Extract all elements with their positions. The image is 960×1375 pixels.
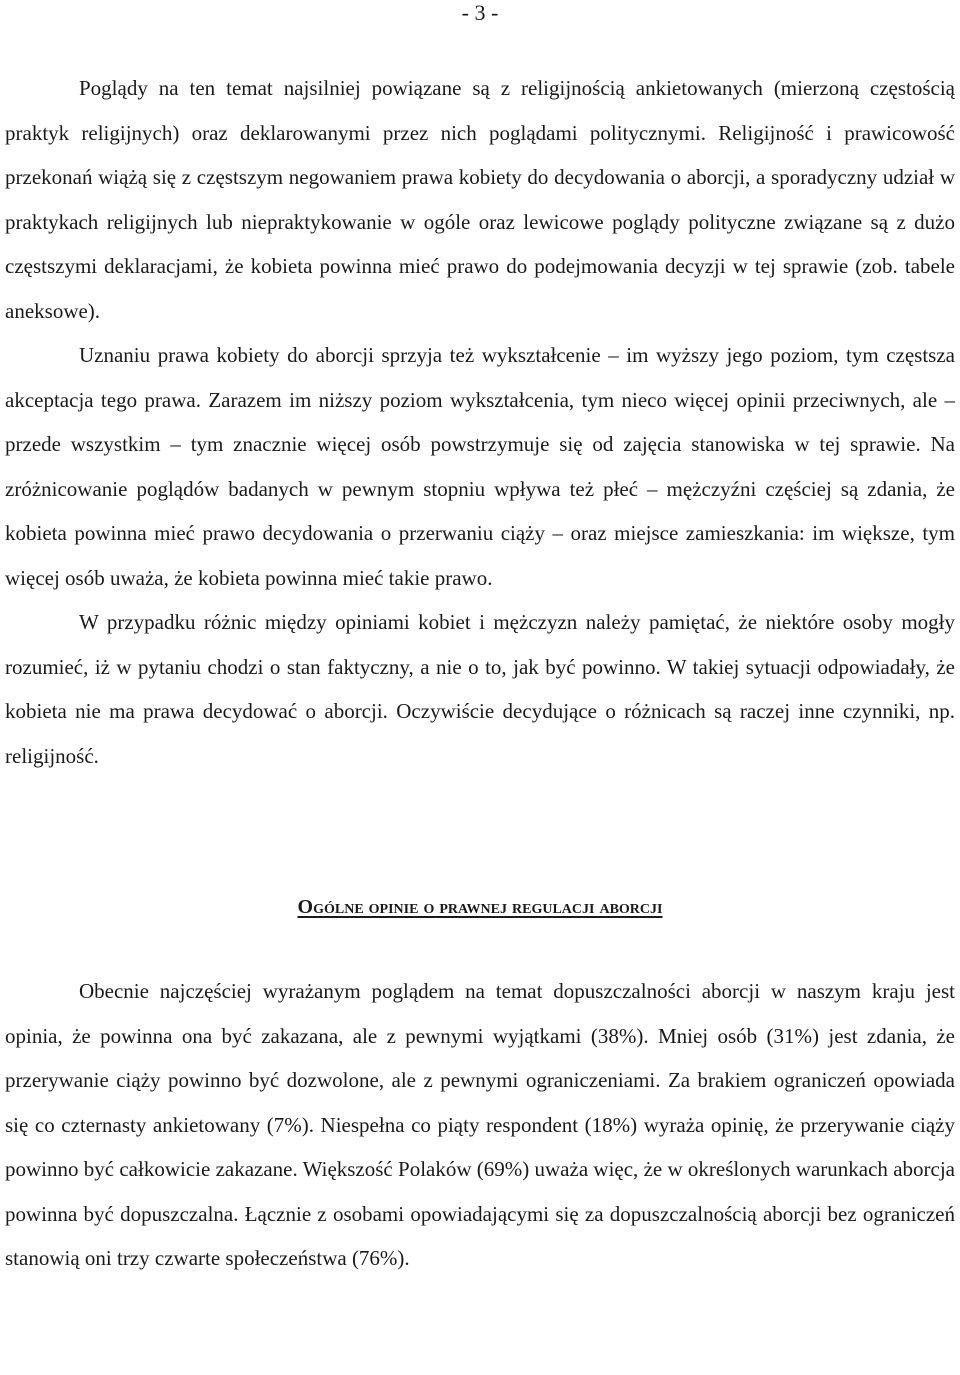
page-number: - 3 - <box>461 0 499 25</box>
paragraph: W przypadku różnic między opiniami kobiet i mężczyzn należy pamiętać, że niektóre osoby mogły rozumieć, iż w pytaniu chodzi o stan faktyczny, a nie o to, jak być powinno. W takiej sytuacji odpowiadały, że kobieta nie ma prawa decydować o aborcji. Oczywiście decydujące o różnicach są raczej inne czynniki, np. religijność. <box>5 610 955 768</box>
paragraph: Obecnie najczęściej wyrażanym poglądem na temat dopuszczalności aborcji w naszym kraju jest opinia, że powinna ona być zakazana, ale z pewnymi wyjątkami (38%). Mniej osób (31%) jest zdania, że przerywanie ciąży powinno być dozwolone, ale z pewnymi ograniczeniami. Za brakiem ograniczeń opowiada się co czternasty ankietowany (7%). Niespełna co piąty respondent (18%) wyraża opinię, że przerywanie ciąży powinno być całkowicie zakazane. Większość Polaków (69%) uważa więc, że w określonych warunkach aborcja powinna być dopuszczalna. Łącznie z osobami opowiadającymi się za dopuszczalnością aborcji bez ograniczeń stanowią oni trzy czwarte społeczeństwa (76%). <box>5 979 955 1270</box>
section-heading: Ogólne opinie o prawnej regulacji aborcji <box>297 896 663 918</box>
document-body <box>5 66 955 1281</box>
paragraph: Uznaniu prawa kobiety do aborcji sprzyja też wykształcenie – im wyższy jego poziom, tym częstsza akceptacja tego prawa. Zarazem im niższy poziom wykształcenia, tym nieco więcej opinii przeciwnych, ale – przede wszystkim – tym znacznie więcej osób powstrzymuje się od zajęcia stanowiska w tej sprawie. Na zróżnicowanie poglądów badanych w pewnym stopniu wpływa też płeć – mężczyźni częściej są zdania, że kobieta powinna mieć prawo decydowania o przerwaniu ciąży – oraz miejsce zamieszkania: im większe, tym więcej osób uważa, że kobieta powinna mieć takie prawo. <box>5 343 955 590</box>
paragraph: Poglądy na ten temat najsilniej powiązane są z religijnością ankietowanych (mierzoną częstością praktyk religijnych) oraz deklarowanymi przez nich poglądami politycznymi. Religijność i prawicowość przekonań wiążą się z częstszym negowaniem prawa kobiety do decydowania o aborcji, a sporadyczny udział w praktykach religijnych lub niepraktykowanie w ogóle oraz lewicowe poglądy polityczne związane są z dużo częstszymi deklaracjami, że kobieta powinna mieć prawo do podejmowania decyzji w tej sprawie (zob. tabele aneksowe). <box>5 76 955 323</box>
